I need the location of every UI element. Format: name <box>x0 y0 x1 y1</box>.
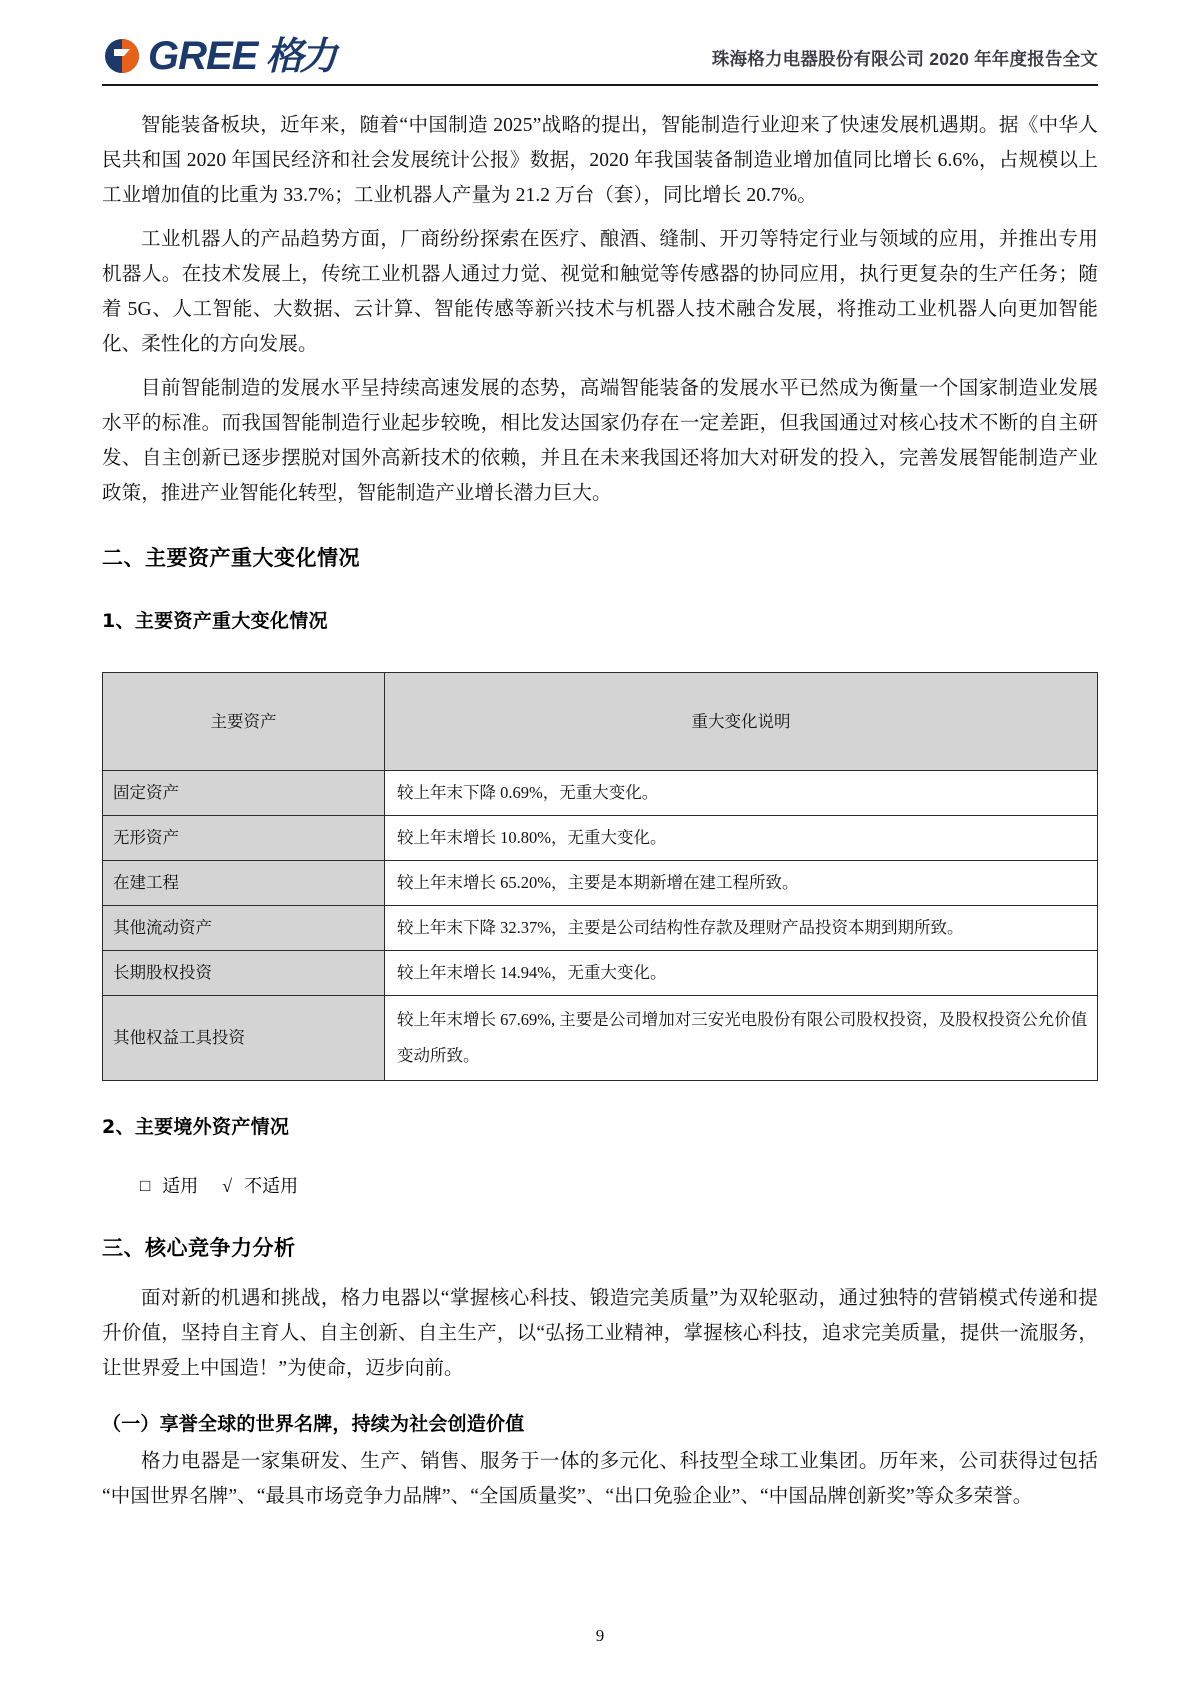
cell-asset-description: 较上年末增长 65.20%，主要是本期新增在建工程所致。 <box>385 861 1098 906</box>
table-row <box>103 906 1098 951</box>
cell-asset-description: 较上年末下降 0.69%，无重大变化。 <box>385 771 1098 816</box>
heading-subsection-one: 1、主要资产重大变化情况 <box>102 610 328 632</box>
paragraph-smart-equipment: 智能装备板块，近年来，随着“中国制造 2025”战略的提出，智能制造行业迎来了快速发展机遇期。据《中华人民共和国 2020 年国民经济和社会发展统计公报》数据，2020 年我国装备制造业增加值同比增长 6.6%，占规模以上工业增加值的比重为 33.7%；工业机器人产量为 21.2 万台（套），同比增长 20.7%。 <box>102 115 1098 206</box>
cell-asset-name: 长期股权投资 <box>103 951 385 996</box>
heading-section-two: 二、主要资产重大变化情况 <box>102 546 360 570</box>
cell-asset-name: 无形资产 <box>103 816 385 861</box>
page-footer <box>0 1626 1200 1646</box>
table-row <box>103 816 1098 861</box>
table-row <box>103 861 1098 906</box>
gree-logo-mark-icon <box>102 36 142 76</box>
table-row <box>103 951 1098 996</box>
major-asset-changes-table <box>102 672 1098 1081</box>
header-report-title: 珠海格力电器股份有限公司 2020 年年度报告全文 <box>711 49 1098 69</box>
page-header <box>102 0 1098 86</box>
table-head <box>103 673 1098 771</box>
table-row <box>103 771 1098 816</box>
cell-asset-name: 在建工程 <box>103 861 385 906</box>
applicability-selector <box>102 1171 1098 1201</box>
paragraph-global-brand: 格力电器是一家集研发、生产、销售、服务于一体的多元化、科技型全球工业集团。历年来，公司获得过包括“中国世界名牌”、“最具市场竞争力品牌”、“全国质量奖”、“出口免验企业”、“中国品牌创新奖”等众多荣誉。 <box>102 1451 1098 1507</box>
heading-subsection-two: 2、主要境外资产情况 <box>102 1116 290 1138</box>
heading-section-three: 三、核心竞争力分析 <box>102 1236 296 1260</box>
paragraph-industrial-robots: 工业机器人的产品趋势方面，厂商纷纷探索在医疗、酿酒、缝制、开刃等特定行业与领域的应用，并推出专用机器人。在技术发展上，传统工业机器人通过力觉、视觉和触觉等传感器的协同应用，执行更复杂的生产任务；随着 5G、人工智能、大数据、云计算、智能传感等新兴技术与机器人技术融合发展，将推动工业机器人向更加智能化、柔性化的方向发展。 <box>102 229 1098 355</box>
cell-asset-description: 较上年末下降 32.37%，主要是公司结构性存款及理财产品投资本期到期所致。 <box>385 906 1098 951</box>
document-content <box>102 86 1098 1514</box>
cell-asset-name: 其他流动资产 <box>103 906 385 951</box>
checkbox-unchecked-icon[interactable]: □ <box>140 1176 151 1195</box>
table-body <box>103 771 1098 1081</box>
option-label-applicable[interactable]: 适用 <box>162 1176 199 1196</box>
option-label-not-applicable[interactable]: 不适用 <box>244 1176 299 1196</box>
table-row <box>103 996 1098 1081</box>
gree-logo <box>102 33 334 78</box>
page-number: 9 <box>595 1626 605 1645</box>
cell-asset-description: 较上年末增长 14.94%，无重大变化。 <box>385 951 1098 996</box>
heading-subsection-three: （一）享誉全球的世界名牌，持续为社会创造价值 <box>102 1413 525 1435</box>
cell-asset-description: 较上年末增长 67.69%, 主要是公司增加对三安光电股份有限公司股权投资，及股权投资公允价值变动所致。 <box>385 996 1098 1081</box>
column-header-asset-name: 主要资产 <box>103 673 385 771</box>
paragraph-smart-manufacturing-level: 目前智能制造的发展水平呈持续高速发展的态势，高端智能装备的发展水平已然成为衡量一个国家制造业发展水平的标准。而我国智能制造行业起步较晚，相比发达国家仍存在一定差距，但我国通过对核心技术不断的自主研发、自主创新已逐步摆脱对国外高新技术的依赖，并且在未来我国还将加大对研发的投入，完善发展智能制造产业政策，推进产业智能化转型，智能制造产业增长潜力巨大。 <box>102 378 1098 504</box>
gree-logo-chinese-text: 格力 <box>265 33 334 78</box>
paragraph-core-competitiveness: 面对新的机遇和挑战，格力电器以“掌握核心科技、锻造完美质量”为双轮驱动，通过独特的营销模式传递和提升价值，坚持自主育人、自主创新、自主生产，以“弘扬工业精神，掌握核心科技，追求完美质量，提供一流服务，让世界爱上中国造！”为使命，迈步向前。 <box>102 1288 1098 1379</box>
gree-logo-latin-text: GREE <box>148 34 258 78</box>
cell-asset-description: 较上年末增长 10.80%，无重大变化。 <box>385 816 1098 861</box>
cell-asset-name: 固定资产 <box>103 771 385 816</box>
table-header-row <box>103 673 1098 771</box>
checkbox-checked-icon[interactable]: √ <box>222 1176 233 1196</box>
column-header-change-description: 重大变化说明 <box>385 673 1098 771</box>
cell-asset-name: 其他权益工具投资 <box>103 996 385 1081</box>
